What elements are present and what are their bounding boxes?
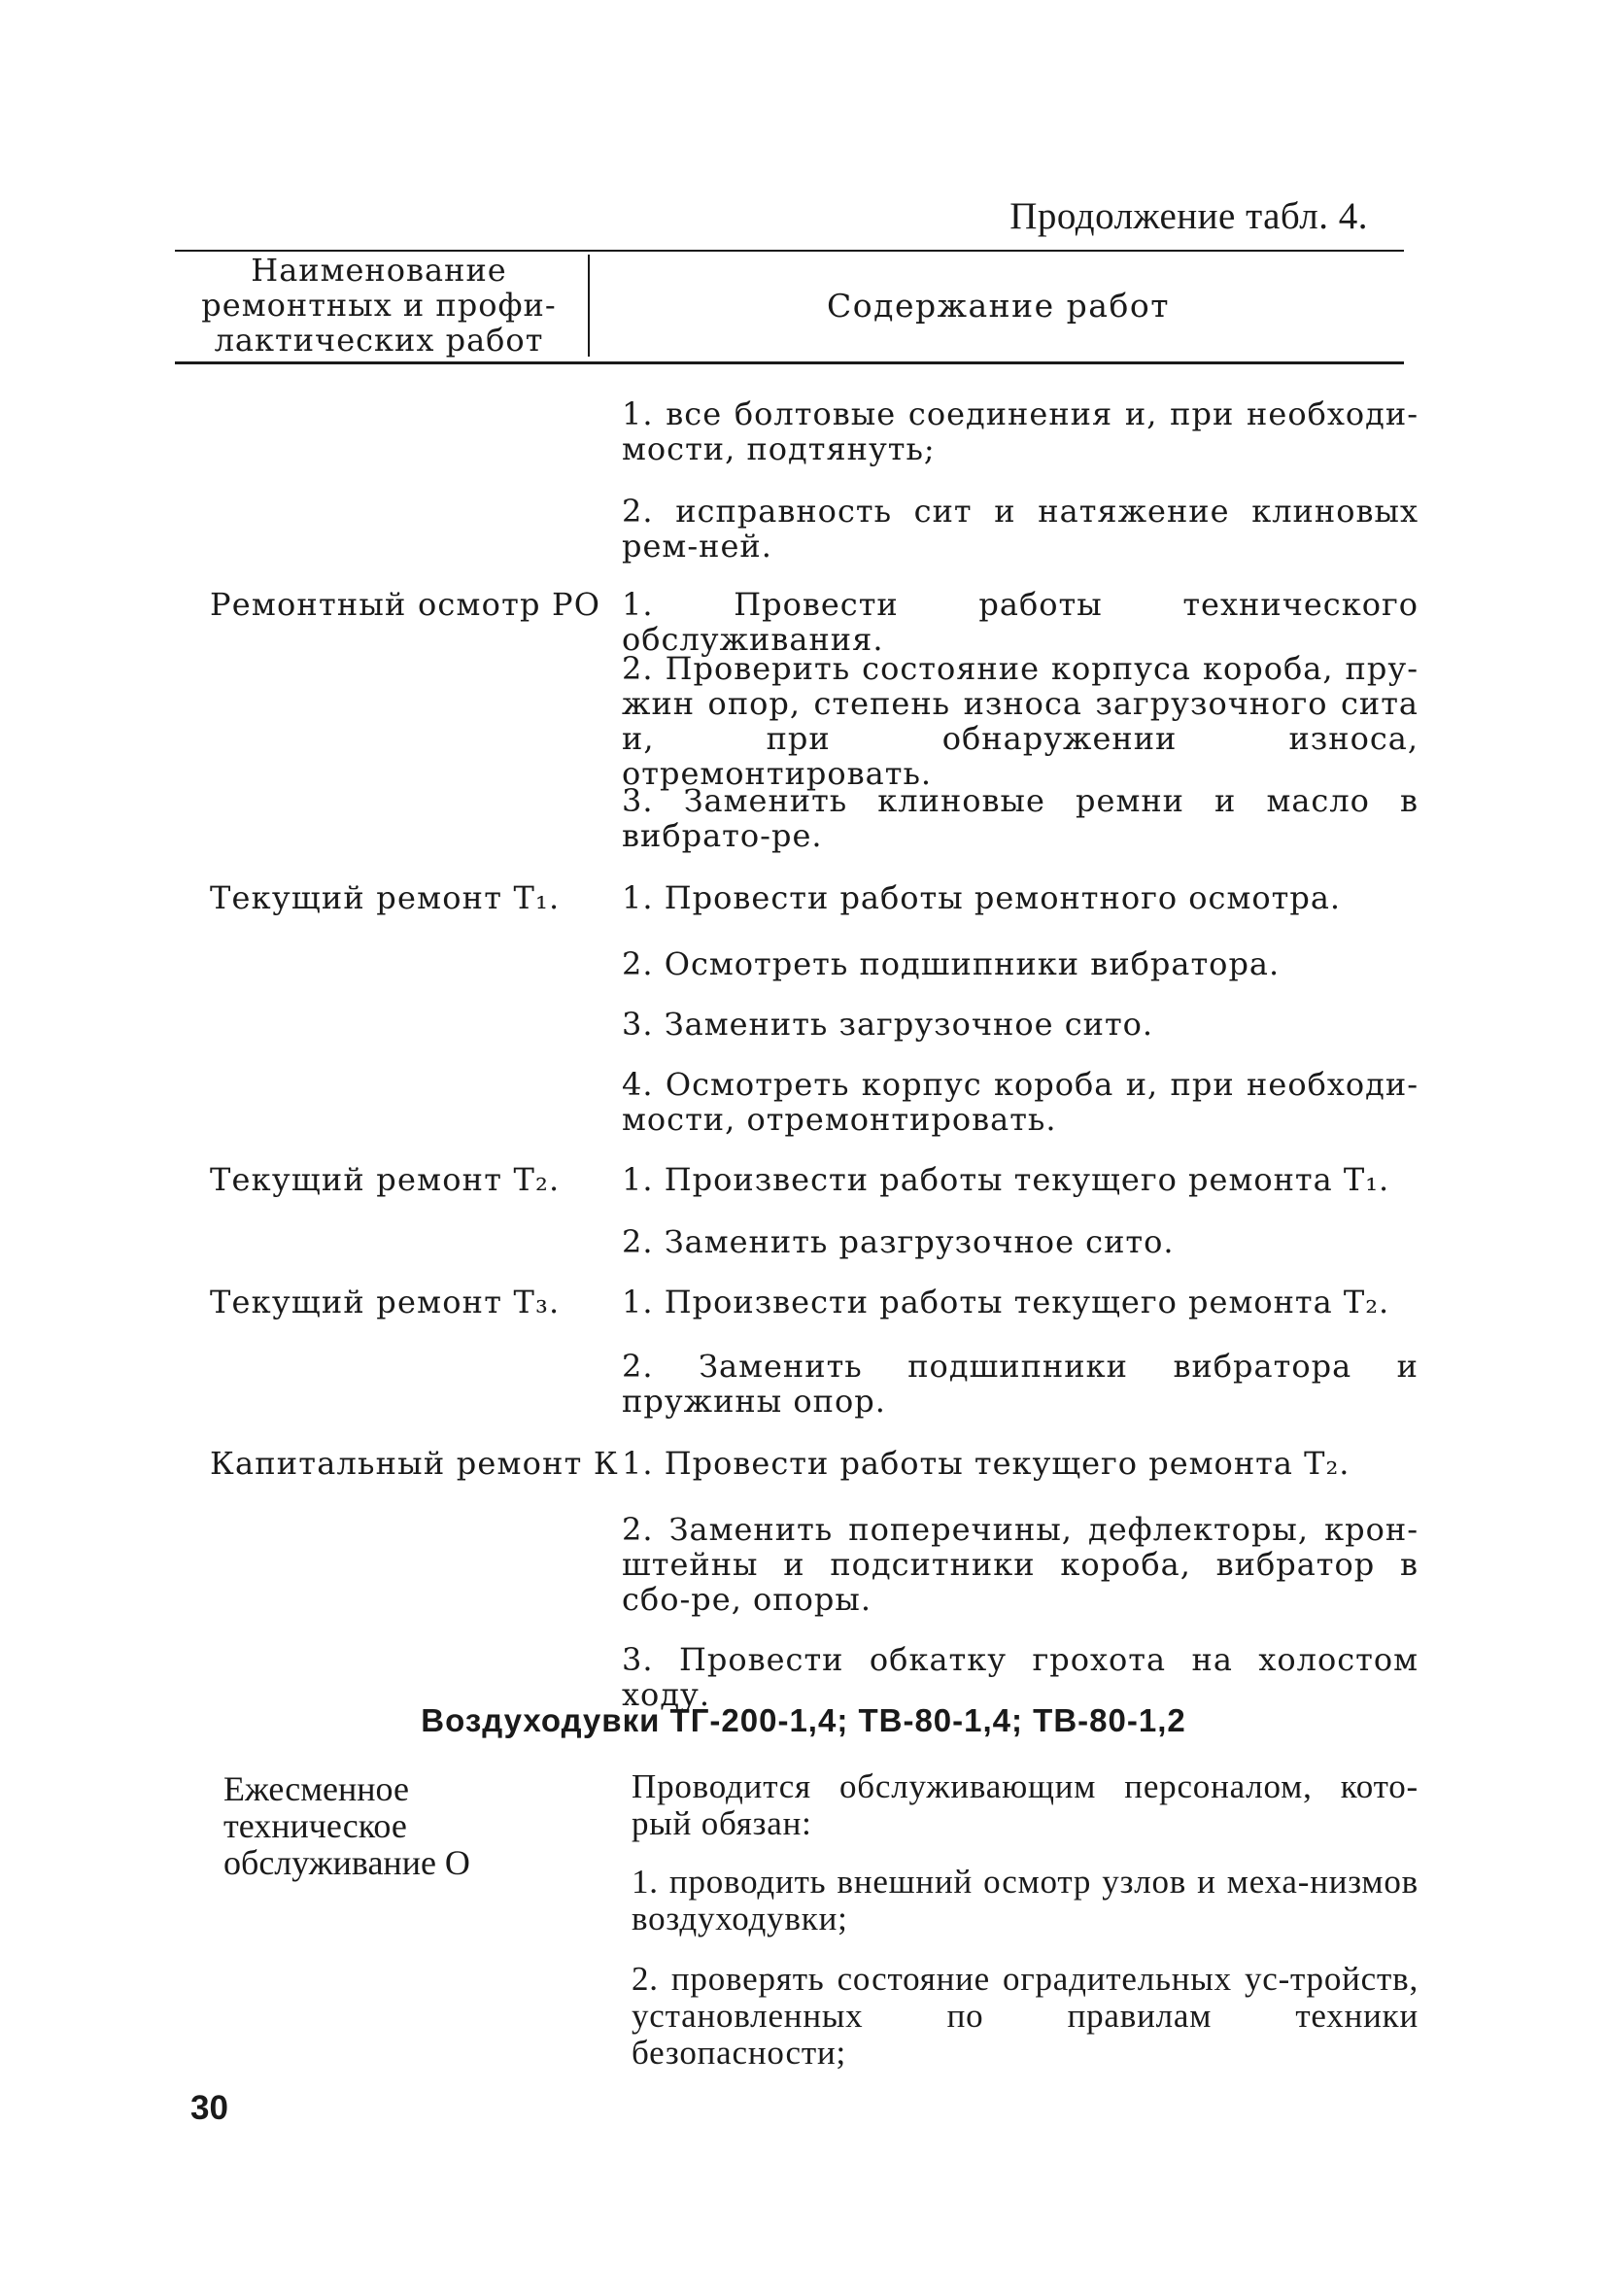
row-item: 3. Провести обкатку грохота на холостом ходу. xyxy=(622,1641,1419,1713)
row-item: 2. исправность сит и натяжение клиновых рем-ней. xyxy=(622,493,1419,565)
section-title: Воздуходувки ТГ-200-1,4; ТВ-80-1,4; ТВ-80-1,2 xyxy=(421,1702,1186,1738)
header-col-name xyxy=(175,251,583,360)
section-label-line: обслуживание О xyxy=(223,1843,470,1882)
row-item: 1. Провести работы ремонтного осмотра. xyxy=(622,879,1342,916)
row-item: 2. Осмотреть подшипники вибратора. xyxy=(622,945,1281,982)
row-item: 1. все болтовые соединения и, при необходи-мости, подтянуть; xyxy=(622,395,1419,467)
section-item: 1. проводить внешний осмотр узлов и меха-низмов воздуходувки; xyxy=(632,1863,1419,1937)
table-header-rule xyxy=(175,361,1404,364)
row-label: Ремонтный осмотр РО xyxy=(210,586,601,623)
row-item: 4. Осмотреть корпус короба и, при необходи-мости, отремонтировать. xyxy=(622,1066,1419,1138)
row-label: Текущий ремонт Т₁. xyxy=(210,879,561,916)
header-col-name-line: лактических работ xyxy=(214,322,544,359)
page-number: 30 xyxy=(190,2089,228,2127)
row-label: Текущий ремонт Т₃. xyxy=(210,1284,561,1320)
section-label-line: Ежесменное xyxy=(223,1769,409,1808)
section-item: 2. проверять состояние оградительных ус-тройств, установленных по правилам техники безопасности; xyxy=(632,1960,1419,2072)
row-item: 3. Заменить загрузочное сито. xyxy=(622,1006,1154,1043)
header-col-name-line: ремонтных и профи- xyxy=(201,287,557,324)
table-caption: Продолжение табл. 4. xyxy=(1009,195,1368,237)
header-col-name-line: Наименование xyxy=(251,252,507,289)
row-item: 1. Провести работы текущего ремонта Т₂. xyxy=(622,1445,1351,1482)
row-item: 2. Заменить поперечины, дефлекторы, крон-штейны и подситники короба, вибратор в сбо-ре, опоры. xyxy=(622,1511,1419,1618)
section-label-line: техническое xyxy=(223,1806,407,1845)
row-item: 1. Произвести работы текущего ремонта Т₂. xyxy=(622,1284,1390,1320)
row-item: 2. Заменить разгрузочное сито. xyxy=(622,1223,1175,1260)
row-item: 2. Проверить состояние корпуса короба, пру-жин опор, степень износа загрузочного сита и, при обнаружении износа, отремонтировать. xyxy=(622,650,1419,792)
row-item: 3. Заменить клиновые ремни и масло в вибрато-ре. xyxy=(622,782,1419,854)
header-col-content: Содержание работ xyxy=(827,286,1170,325)
row-label: Капитальный ремонт К xyxy=(210,1445,619,1482)
row-item: 1. Провести работы технического обслуживания. xyxy=(622,586,1419,658)
row-item: 2. Заменить подшипники вибратора и пружины опор. xyxy=(622,1348,1419,1420)
row-item: 1. Произвести работы текущего ремонта Т₁. xyxy=(622,1161,1390,1198)
row-label: Текущий ремонт Т₂. xyxy=(210,1161,561,1198)
section-item: Проводится обслуживающим персоналом, кото-рый обязан: xyxy=(632,1767,1419,1842)
header-column-divider xyxy=(588,255,590,357)
section-label xyxy=(223,1770,593,1881)
